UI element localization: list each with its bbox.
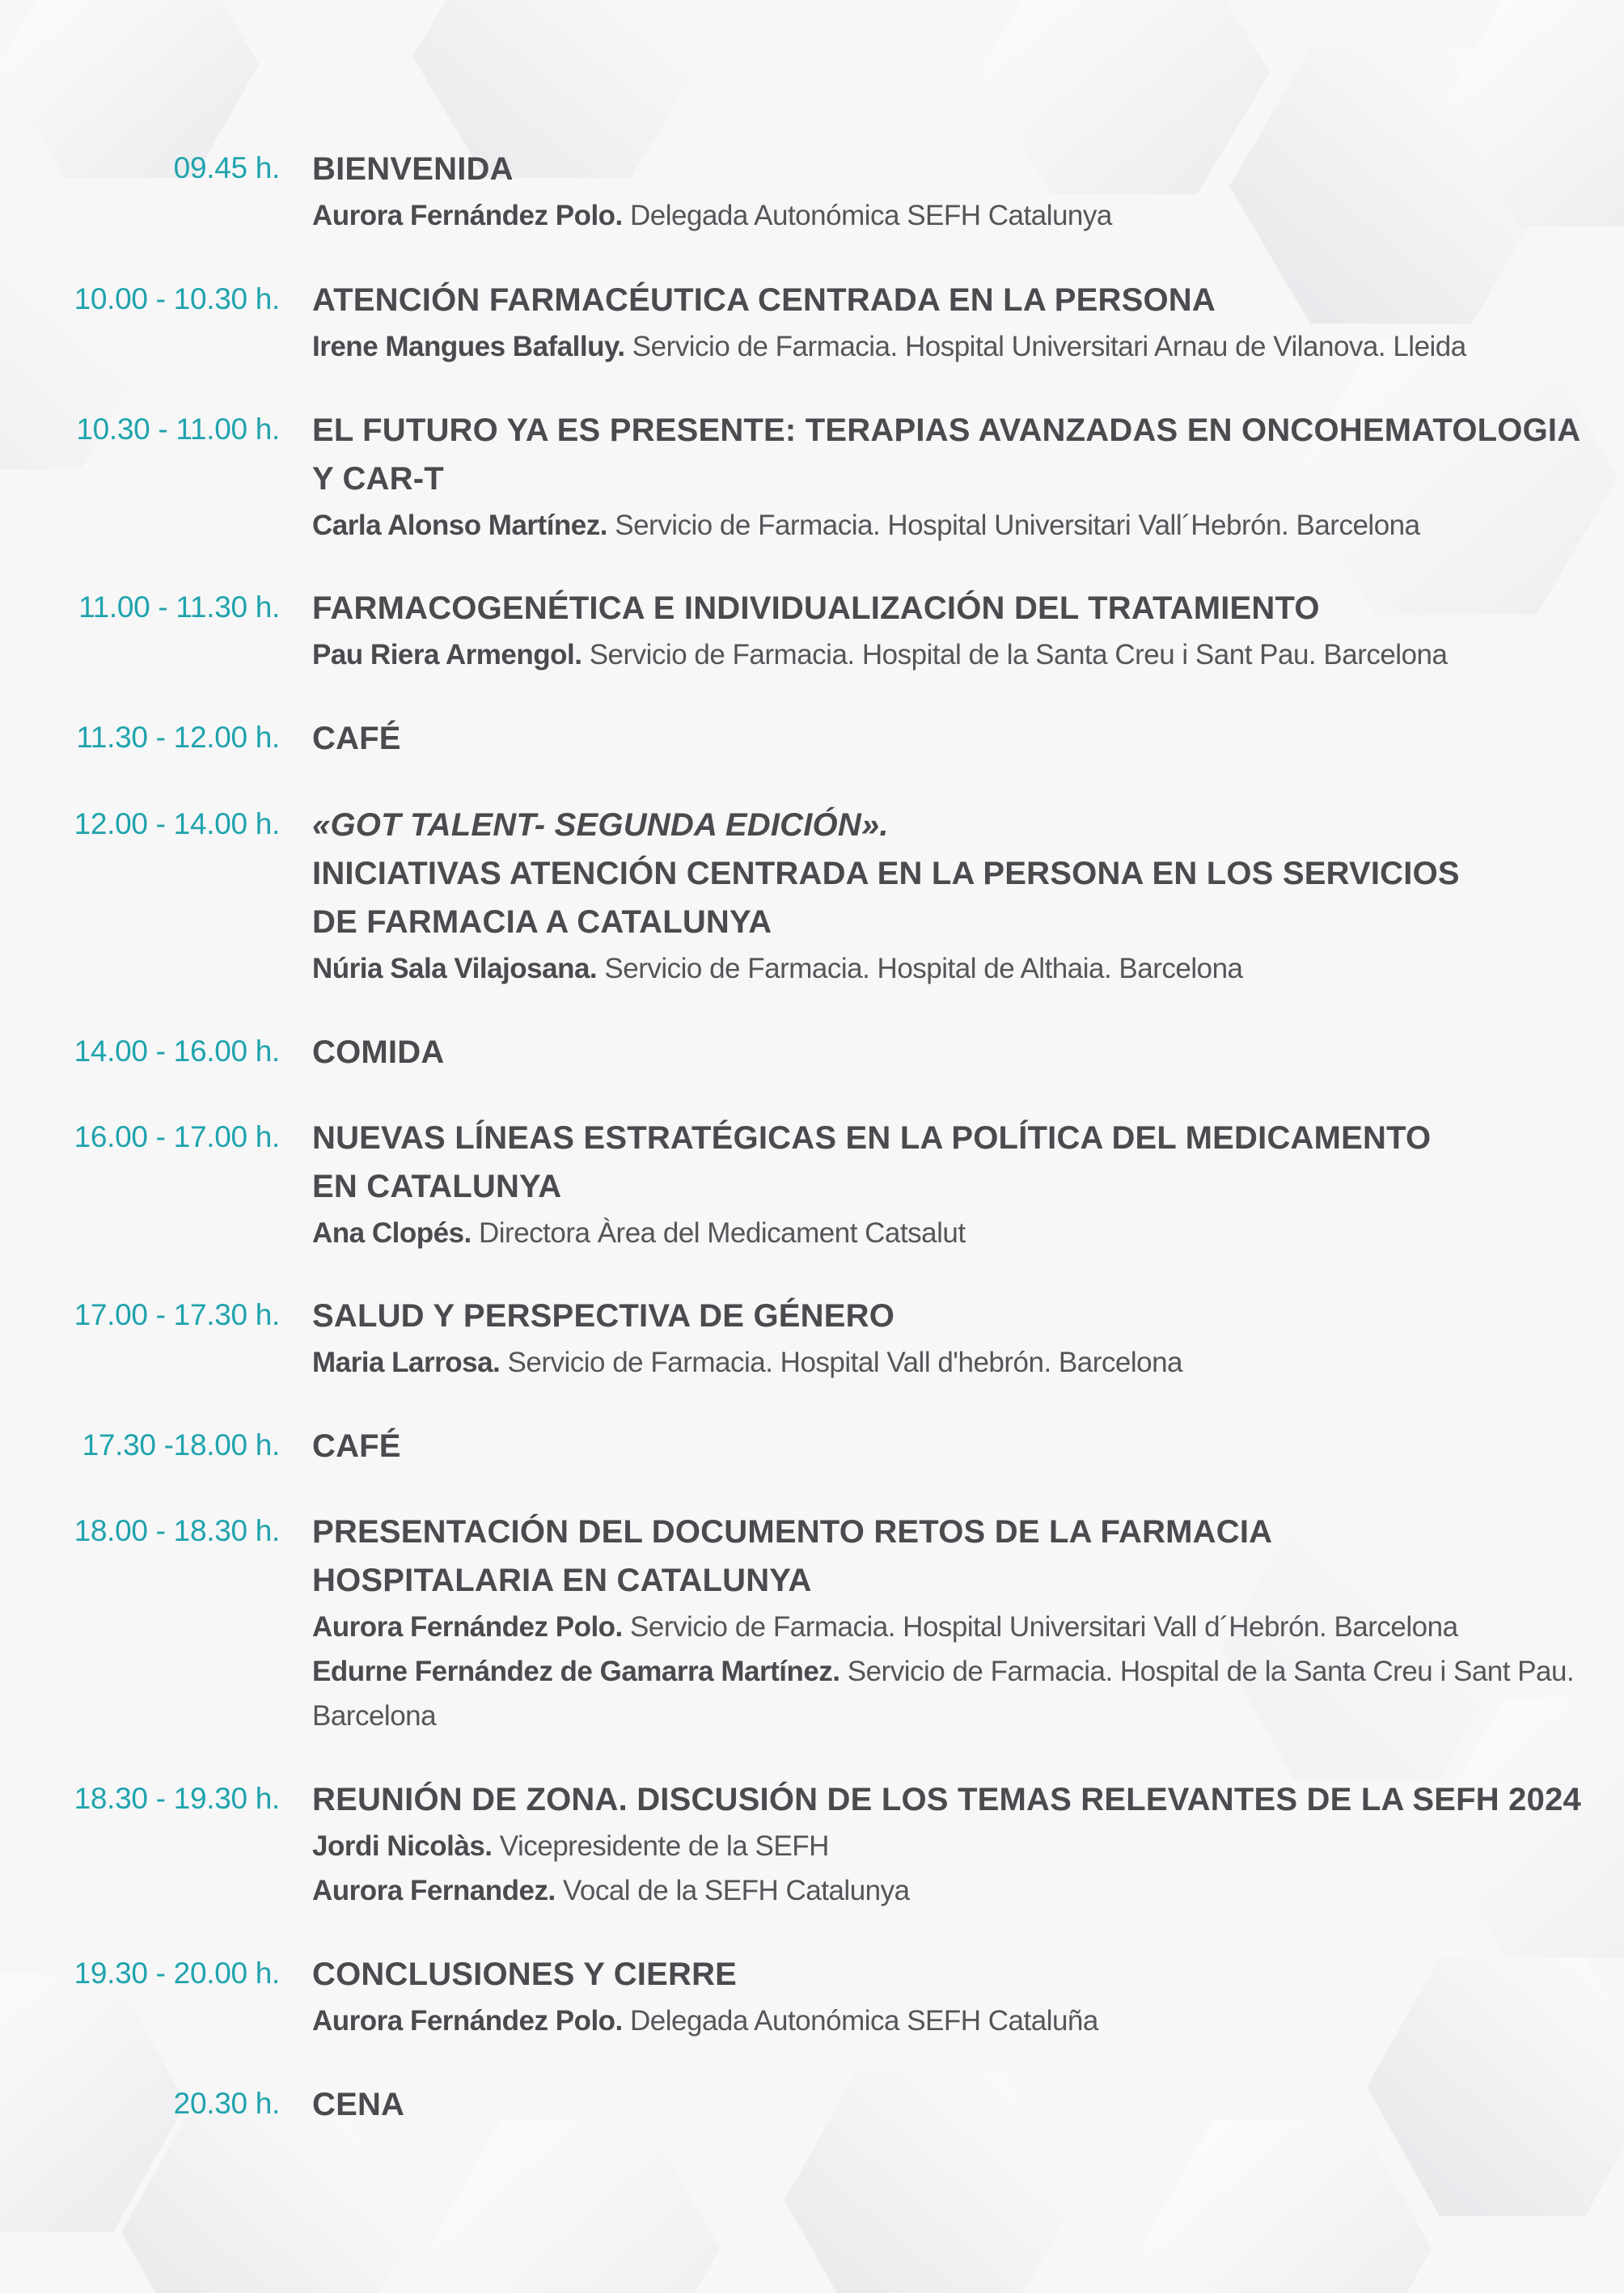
speaker-name: Ana Clopés. (312, 1217, 472, 1249)
entry-title: CAFÉ (312, 721, 401, 756)
entry-title: REUNIÓN DE ZONA. DISCUSIÓN DE LOS TEMAS RELEVANTES DE LA SEFH 2024 (312, 1782, 1581, 1817)
entry-content (312, 584, 1574, 677)
entry-speaker (312, 324, 1574, 369)
entry-content (312, 1114, 1574, 1255)
speaker-name: Aurora Fernández Polo. (312, 2005, 623, 2037)
entry-time: 16.00 - 17.00 h. (74, 1120, 280, 1153)
speaker-role: Vocal de la SEFH Catalunya (555, 1875, 910, 1906)
entry-title-italic: «GOT TALENT- SEGUNDA EDICIÓN». (312, 807, 889, 843)
entry-title: CAFÉ (312, 1428, 401, 1464)
entry-time: 10.30 - 11.00 h. (76, 412, 280, 446)
entry-speaker (312, 1211, 1574, 1255)
entry-speaker (312, 1605, 1574, 1649)
entry-title: HOSPITALARIA EN CATALUNYA (312, 1563, 812, 1598)
entry-time: 11.00 - 11.30 h. (78, 590, 280, 624)
entry-content (312, 1028, 1574, 1077)
entry-speaker (312, 503, 1574, 548)
entry-content (312, 714, 1574, 763)
entry-title: EN CATALUNYA (312, 1169, 562, 1204)
speaker-role: Servicio de Farmacia. Hospital Universitari Vall d´Hebrón. Barcelona (622, 1611, 1458, 1643)
speaker-role: Servicio de Farmacia. Hospital Universitari Arnau de Vilanova. Lleida (624, 331, 1466, 362)
speaker-name: Aurora Fernández Polo. (312, 200, 623, 231)
entry-content (312, 276, 1574, 369)
entry-title: INICIATIVAS ATENCIÓN CENTRADA EN LA PERSONA EN LOS SERVICIOS (312, 856, 1460, 891)
entry-content (312, 406, 1581, 548)
entry-content (312, 1422, 1574, 1470)
entry-title: CONCLUSIONES Y CIERRE (312, 1957, 738, 1992)
speaker-role: Servicio de Farmacia. Hospital de Althaia. Barcelona (597, 953, 1243, 984)
entry-speaker (312, 1824, 1574, 1868)
speaker-role: Barcelona (312, 1700, 437, 1732)
entry-speaker (312, 1999, 1574, 2043)
speaker-name: Irene Mangues Bafalluy. (312, 331, 625, 362)
entry-title: FARMACOGENÉTICA E INDIVIDUALIZACIÓN DEL TRATAMIENTO (312, 590, 1320, 626)
entry-time: 10.00 - 10.30 h. (74, 282, 280, 315)
entry-title: EL FUTURO YA ES PRESENTE: TERAPIAS AVANZADAS EN ONCOHEMATOLOGIA (312, 412, 1581, 448)
entry-time: 18.30 - 19.30 h. (74, 1782, 280, 1815)
entry-content (312, 801, 1574, 991)
entry-title: NUEVAS LÍNEAS ESTRATÉGICAS EN LA POLÍTICA DEL MEDICAMENTO (312, 1120, 1432, 1156)
entry-speaker (312, 1694, 1574, 1738)
speaker-name: Pau Riera Armengol. (312, 639, 582, 671)
speaker-name: Jordi Nicolàs. (312, 1830, 493, 1862)
entry-content (312, 1508, 1574, 1738)
entry-speaker (312, 1868, 1574, 1913)
speaker-name: Edurne Fernández de Gamarra Martínez. (312, 1656, 840, 1687)
entry-content (312, 1775, 1581, 1913)
entry-time: 19.30 - 20.00 h. (74, 1957, 280, 1990)
entry-content (312, 1950, 1574, 2043)
entry-title: CENA (312, 2087, 405, 2122)
entry-speaker (312, 1649, 1574, 1694)
speaker-role: Servicio de Farmacia. Hospital de la Santa Creu i Sant Pau. (839, 1656, 1575, 1687)
speaker-role: Servicio de Farmacia. Hospital Vall d'hebrón. Barcelona (500, 1347, 1183, 1378)
entry-time: 17.00 - 17.30 h. (74, 1298, 280, 1331)
speaker-role: Servicio de Farmacia. Hospital Universitari Vall´Hebrón. Barcelona (607, 510, 1420, 541)
entry-speaker (312, 946, 1574, 991)
entry-title: SALUD Y PERSPECTIVA DE GÉNERO (312, 1298, 895, 1334)
entry-time: 14.00 - 16.00 h. (74, 1034, 280, 1068)
speaker-role: Vicepresidente de la SEFH (492, 1830, 829, 1862)
entry-speaker (312, 632, 1574, 677)
speaker-role: Directora Àrea del Medicament Catsalut (471, 1217, 966, 1249)
speaker-name: Carla Alonso Martínez. (312, 510, 607, 541)
entry-content (312, 2080, 1574, 2129)
entry-content (312, 145, 1574, 238)
entry-title: BIENVENIDA (312, 151, 514, 187)
entry-speaker (312, 193, 1574, 238)
entry-title: ATENCIÓN FARMACÉUTICA CENTRADA EN LA PERSONA (312, 282, 1216, 318)
speaker-name: Maria Larrosa. (312, 1347, 501, 1378)
entry-title: Y CAR-T (312, 461, 444, 497)
entry-time: 11.30 - 12.00 h. (76, 721, 280, 754)
speaker-role: Servicio de Farmacia. Hospital de la Santa Creu i Sant Pau. Barcelona (582, 639, 1448, 671)
entry-title: COMIDA (312, 1034, 445, 1070)
speaker-name: Aurora Fernandez. (312, 1875, 556, 1906)
entry-content (312, 1292, 1574, 1385)
entry-time: 20.30 h. (173, 2087, 280, 2120)
entry-title: DE FARMACIA A CATALUNYA (312, 904, 772, 940)
entry-title: PRESENTACIÓN DEL DOCUMENTO RETOS DE LA FARMACIA (312, 1514, 1273, 1550)
entry-time: 12.00 - 14.00 h. (74, 807, 280, 840)
speaker-name: Núria Sala Vilajosana. (312, 953, 598, 984)
entry-time: 09.45 h. (173, 151, 280, 184)
entry-time: 18.00 - 18.30 h. (74, 1514, 280, 1547)
speaker-role: Delegada Autonómica SEFH Catalunya (622, 200, 1112, 231)
entry-time: 17.30 -18.00 h. (82, 1428, 280, 1462)
speaker-name: Aurora Fernández Polo. (312, 1611, 623, 1643)
entry-speaker (312, 1340, 1574, 1385)
speaker-role: Delegada Autonómica SEFH Cataluña (622, 2005, 1098, 2037)
